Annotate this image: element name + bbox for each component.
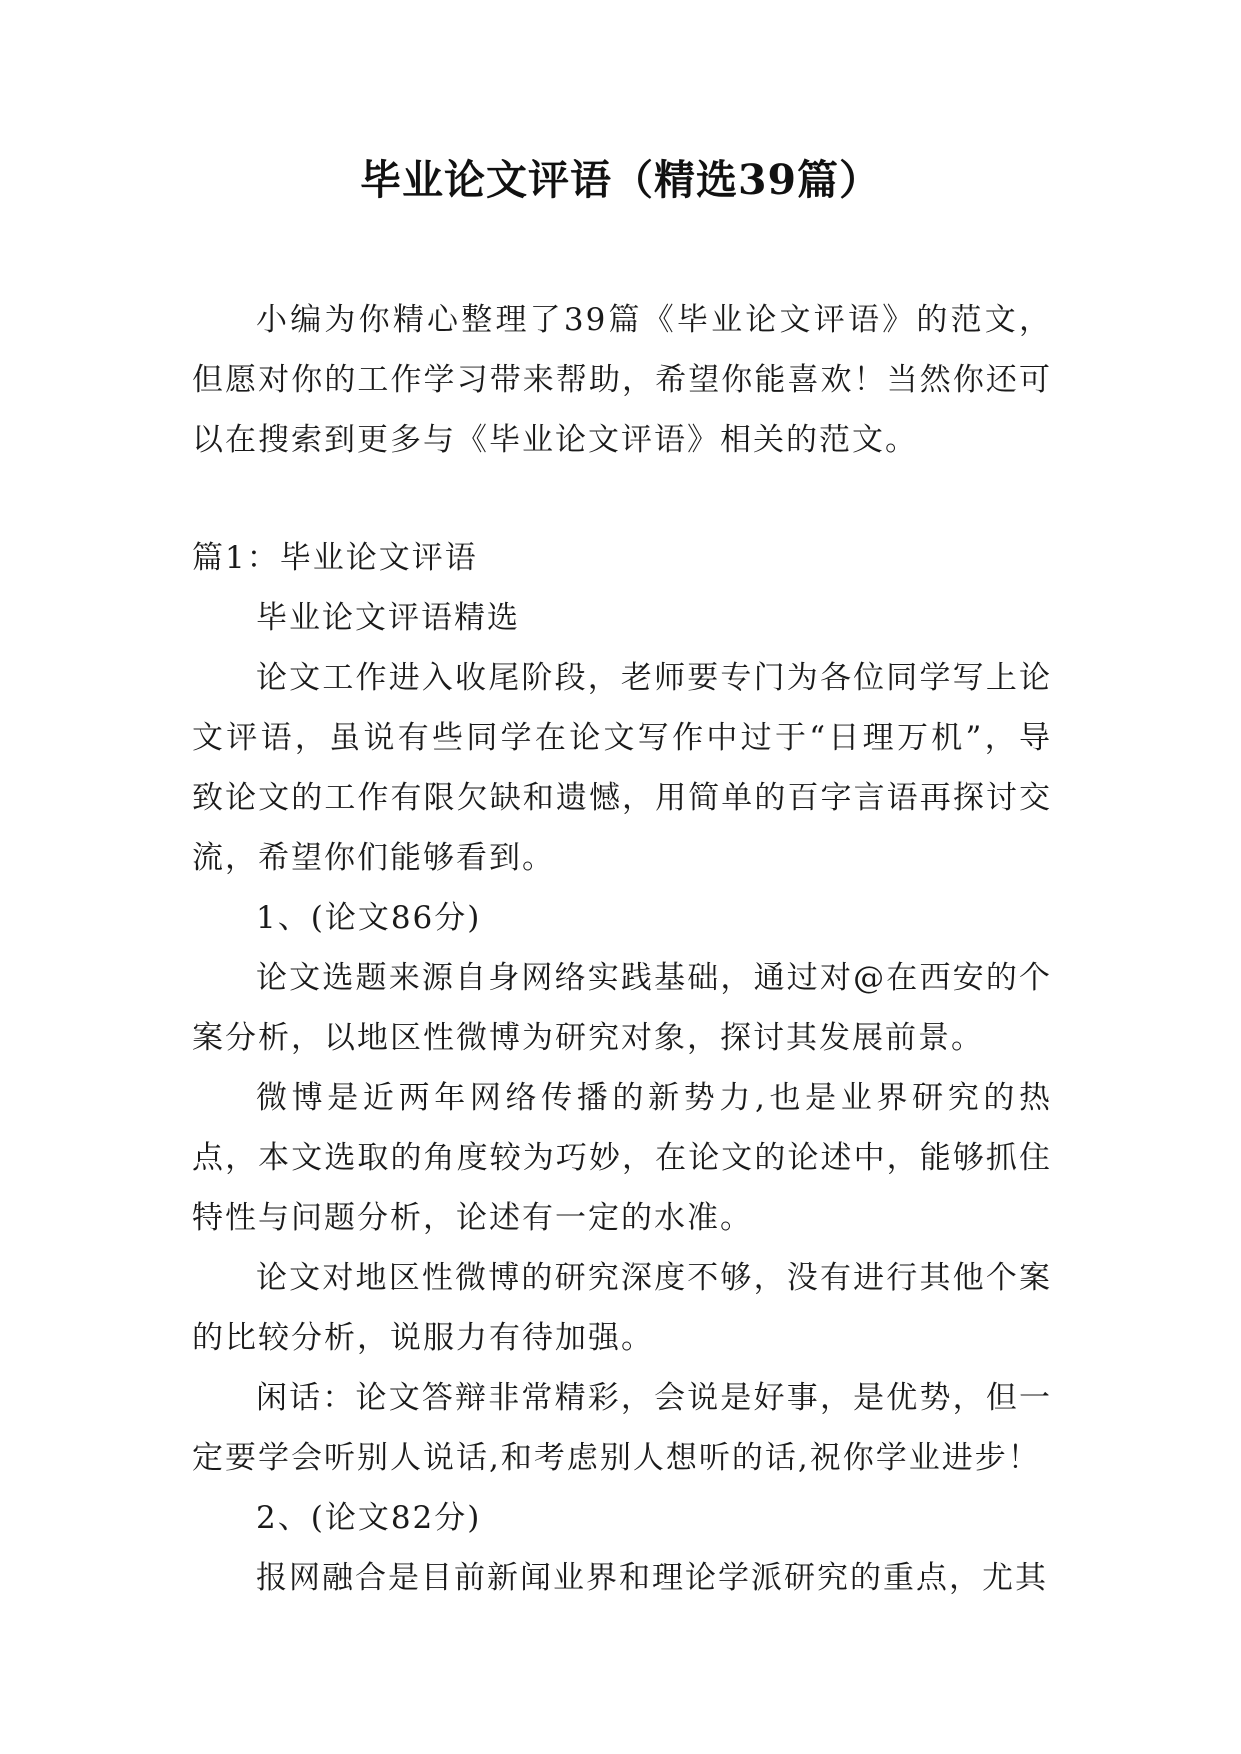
paragraph-subtitle: 毕业论文评语精选 <box>256 600 520 636</box>
paragraph: 报网融合是目前新闻业界和理论学派研究的重点，尤其 <box>256 1560 1048 1596</box>
intro-paragraph: 小编为你精心整理了39篇《毕业论文评语》的范文，但愿对你的工作学习带来帮助，希望你能喜欢！当然你还可以在搜索到更多与《毕业论文评语》相关的范文。 <box>192 302 1052 458</box>
document-body <box>192 290 1052 1608</box>
section-heading: 篇1：毕业论文评语 <box>192 540 478 576</box>
paragraph: 闲话：论文答辩非常精彩，会说是好事，是优势，但一定要学会听别人说话,和考虑别人想听的话,祝你学业进步！ <box>192 1380 1052 1476</box>
paragraph-score-heading: 2、(论文82分) <box>256 1500 482 1536</box>
paragraph: 论文对地区性微博的研究深度不够，没有进行其他个案的比较分析，说服力有待加强。 <box>192 1260 1052 1356</box>
paragraph: 微博是近两年网络传播的新势力,也是业界研究的热点，本文选取的角度较为巧妙，在论文的论述中，能够抓住特性与问题分析，论述有一定的水准。 <box>192 1080 1052 1236</box>
document-title: 毕业论文评语（精选39篇） <box>359 156 882 204</box>
paragraph-score-heading: 1、(论文86分) <box>256 900 482 936</box>
paragraph: 论文选题来源自身网络实践基础，通过对@在西安的个案分析，以地区性微博为研究对象，探讨其发展前景。 <box>192 960 1052 1056</box>
paragraph: 论文工作进入收尾阶段，老师要专门为各位同学写上论文评语，虽说有些同学在论文写作中过于“日理万机”，导致论文的工作有限欠缺和遗憾，用简单的百字言语再探讨交流，希望你们能够看到。 <box>192 660 1052 876</box>
